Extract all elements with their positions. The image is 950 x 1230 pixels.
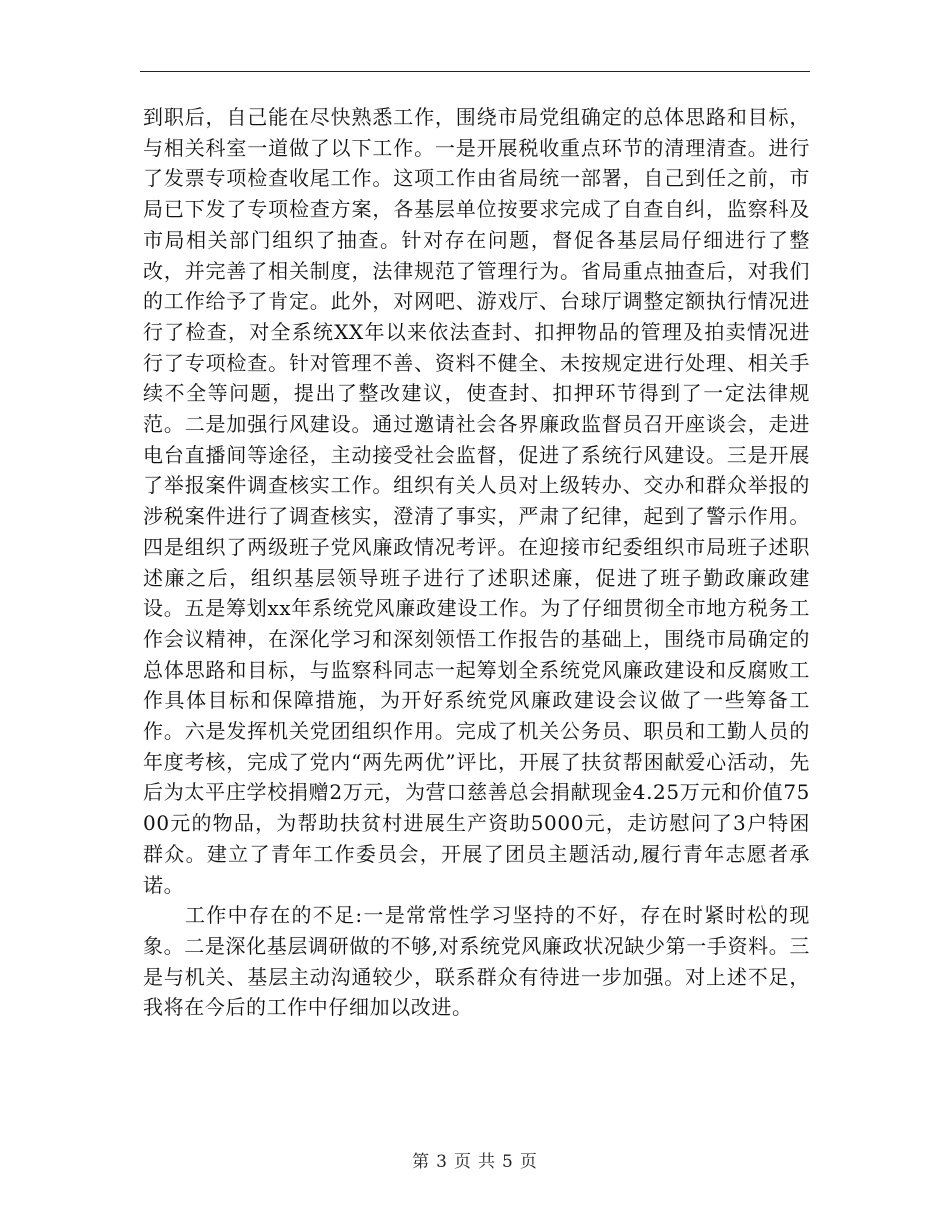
footer-total-prefix: 共 (478, 1152, 496, 1172)
footer-prefix: 第 (412, 1152, 431, 1172)
page-number-footer (0, 1147, 950, 1172)
footer-current-page: 3 (436, 1152, 448, 1172)
document-body (143, 102, 810, 1023)
footer-total-pages: 5 (502, 1152, 514, 1172)
footer-total-unit: 页 (519, 1152, 538, 1172)
paragraph-shortcomings: 工作中存在的不足:一是常常性学习坚持的不好，存在时紧时松的现象。二是深化基层调研做的不够,对系统党风廉政状况缺少第一手资料。三是与机关、基层主动沟通较少，联系群众有待进一步加强。对上述不足，我将在今后的工作中仔细加以改进。 (143, 903, 810, 1020)
footer-page-unit: 页 (454, 1152, 472, 1172)
paragraph-work-summary: 到职后，自己能在尽快熟悉工作，围绕市局党组确定的总体思路和目标，与相关科室一道做了以下工作。一是开展税收重点环节的清理清查。进行了发票专项检查收尾工作。这项工作由省局统一部署，自己到任之前，市局已下发了专项检查方案，各基层单位按要求完成了自查自纠，监察科及市局相关部门组织了抽查。针对存在问题，督促各基层局仔细进行了整改，并完善了相关制度，法律规范了管理行为。省局重点抽查后，对我们的工作给予了肯定。此外，对网吧、游戏厅、台球厅调整定额执行情况进行了检查，对全系统XX年以来依法查封、扣押物品的管理及拍卖情况进行了专项检查。针对管理不善、资料不健全、未按规定进行处理、相关手续不全等问题，提出了整改建议，使查封、扣押环节得到了一定法律规范。二是加强行风建设。通过邀请社会各界廉政监督员召开座谈会，走进电台直播间等途径，主动接受社会监督，促进了系统行风建设。三是开展了举报案件调查核实工作。组织有关人员对上级转办、交办和群众举报的涉税案件进行了调查核实，澄清了事实，严肃了纪律，起到了警示作用。四是组织了两级班子党风廉政情况考评。在迎接市纪委组织市局班子述职述廉之后，组织基层领导班子进行了述职述廉，促进了班子勤政廉政建设。五是筹划xx年系统党风廉政建设工作。为了仔细贯彻全市地方税务工作会议精神，在深化学习和深刻领悟工作报告的基础上，围绕市局确定的总体思路和目标，与监察科同志一起筹划全系统党风廉政建设和反腐败工作具体目标和保障措施，为开好系统党风廉政建设会议做了一些筹备工作。六是发挥机关党团组织作用。完成了机关公务员、职员和工勤人员的年度考核，完成了党内“两先两优”评比，开展了扶贫帮困献爱心活动，先后为太平庄学校捐赠2万元，为营口慈善总会捐献现金4.25万元和价值7500元的物品，为帮助扶贫村进展生产资助5000元，走访慰问了3户特困群众。建立了青年工作委员会，开展了团员主题活动,履行青年志愿者承诺。 (143, 105, 810, 897)
header-rule (140, 71, 810, 72)
